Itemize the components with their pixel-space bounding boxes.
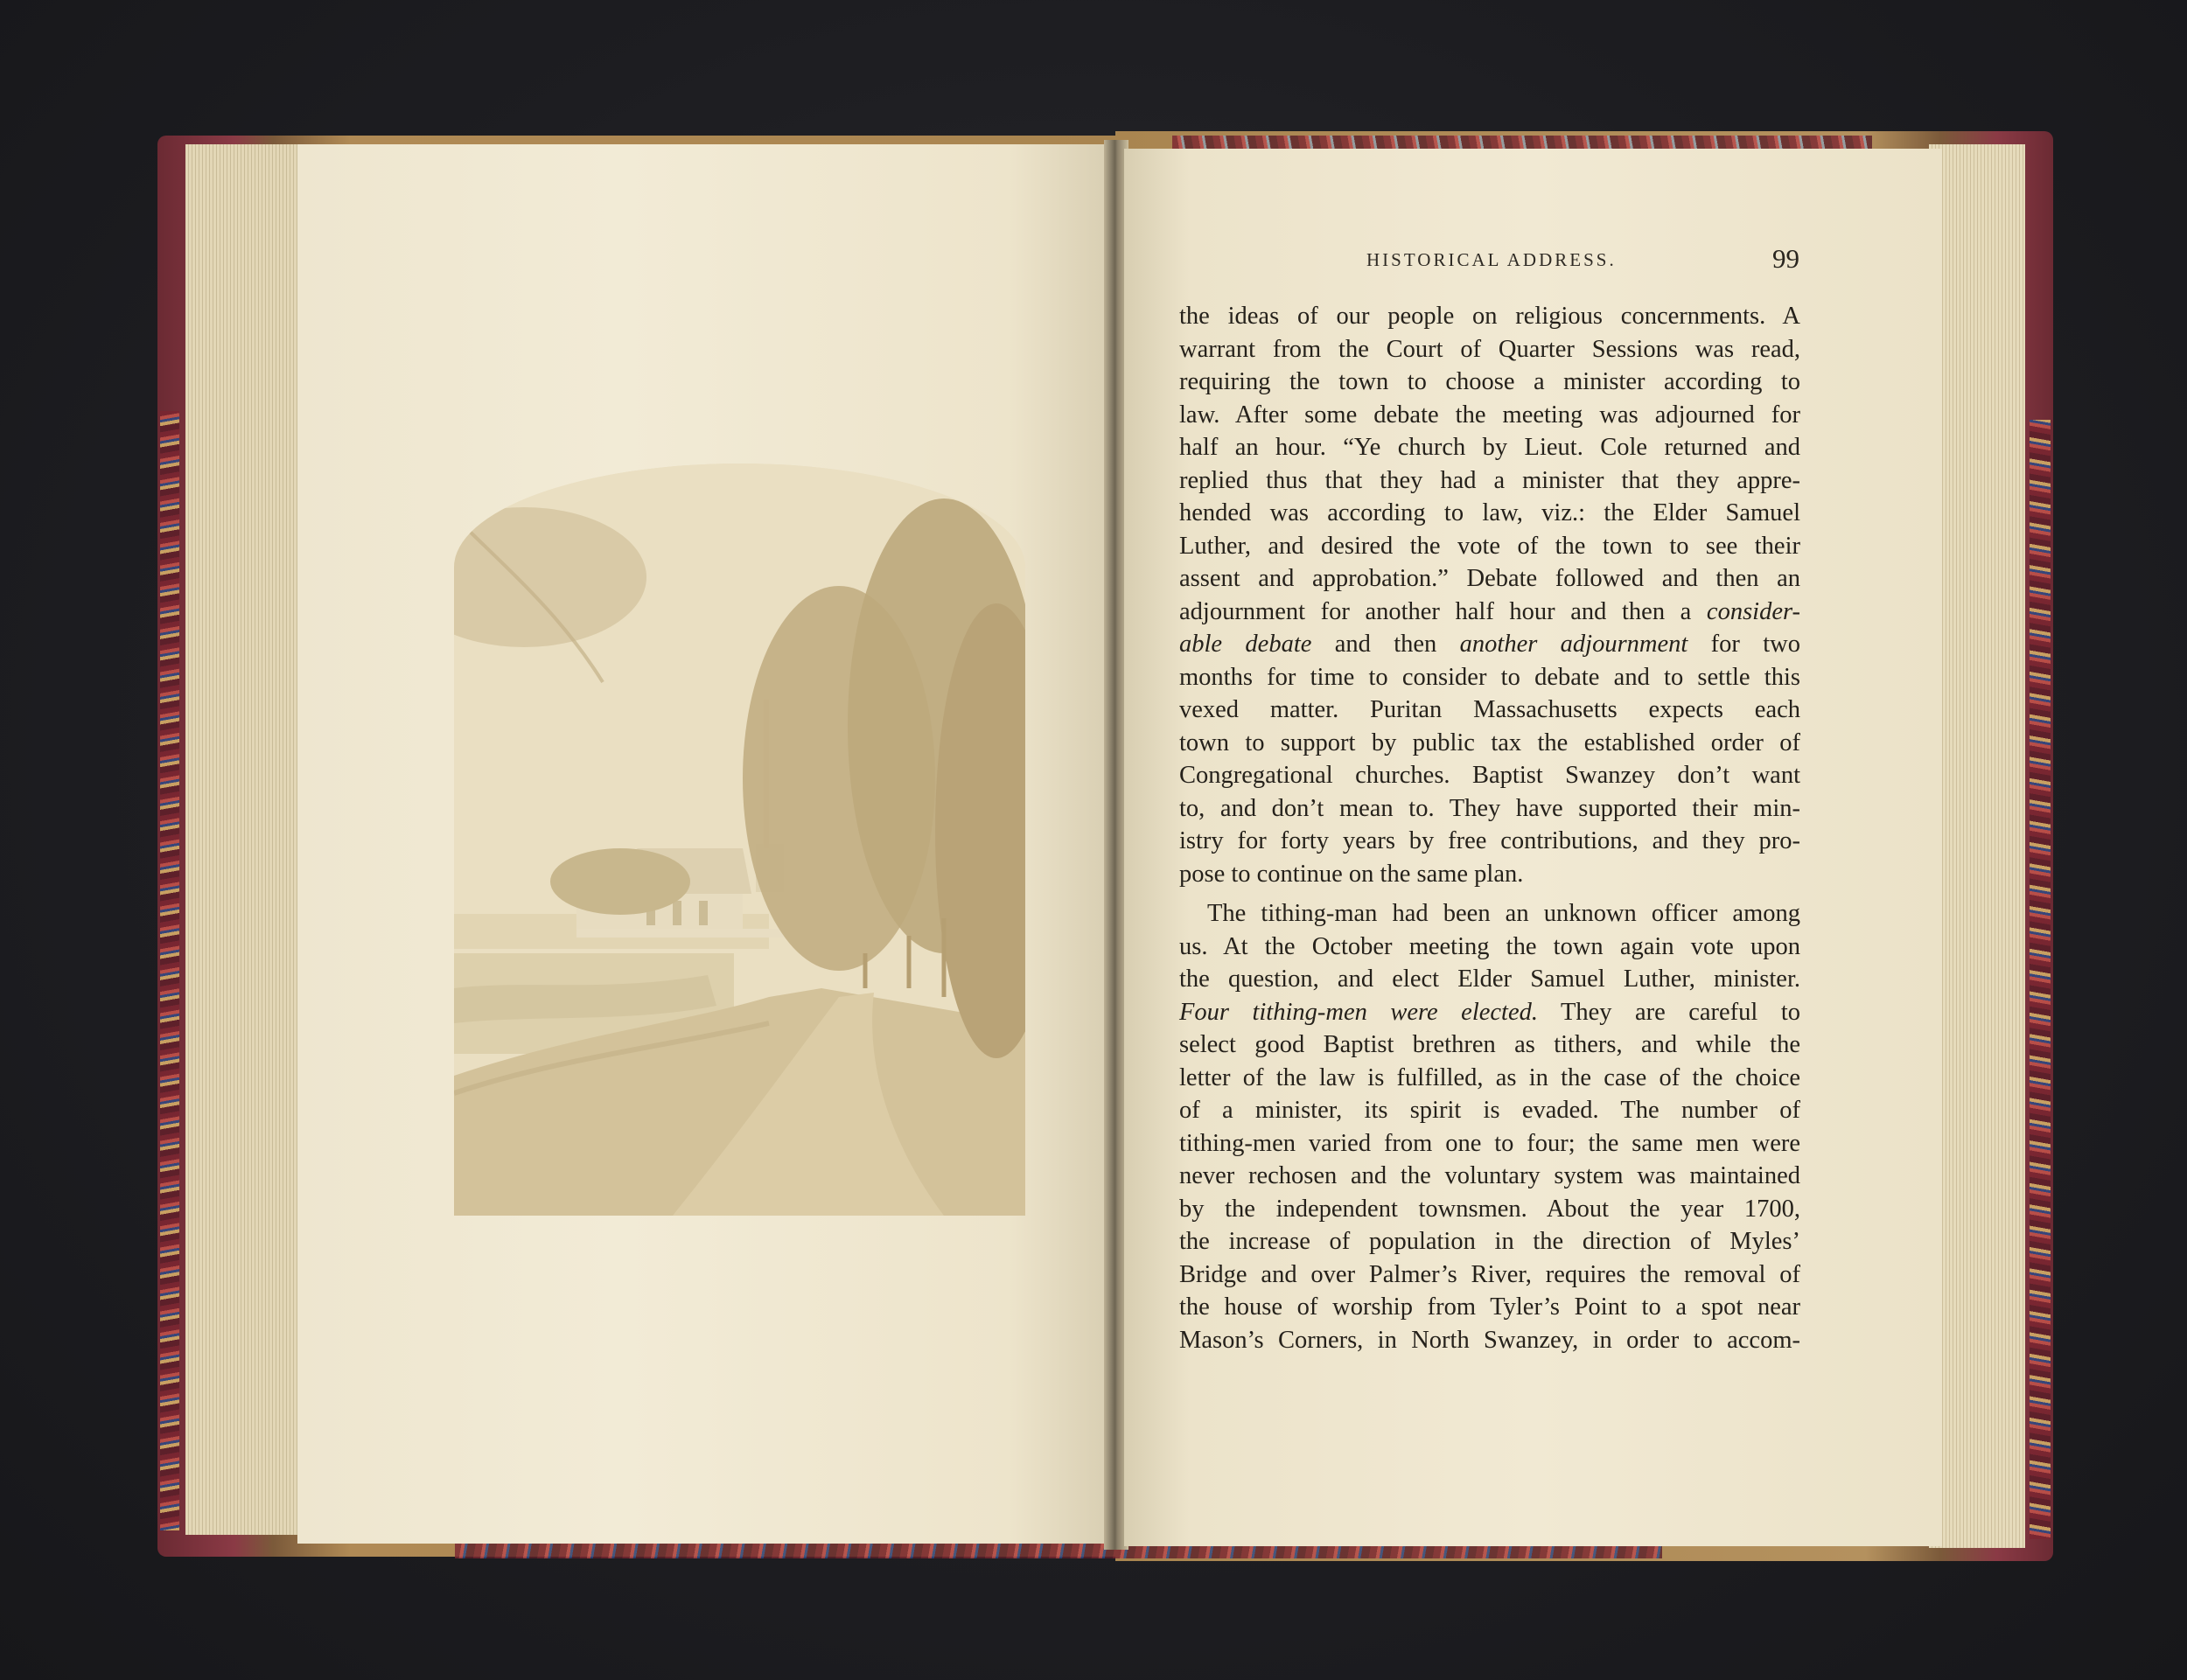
text-line: Luther, and desired the vote of the town to see their xyxy=(1179,532,1800,560)
text-line: pose to continue on the same plan. xyxy=(1179,860,1524,888)
text-line: to, and don’t mean to. They have supported their min- xyxy=(1179,794,1800,822)
text-line: Congregational churches. Baptist Swanzey don’t want xyxy=(1179,762,1800,789)
text-line: assent and approbation.” Debate followed and then an xyxy=(1179,565,1800,592)
text-line: by the independent townsmen. About the year 1700, xyxy=(1179,1195,1800,1223)
text-line: hended was according to law, viz.: the Elder Samuel xyxy=(1179,499,1800,526)
page-number: 99 xyxy=(1772,243,1799,274)
text-line: months for time to consider to debate and to settle this xyxy=(1179,663,1800,691)
text-line: the house of worship from Tyler’s Point to a spot near xyxy=(1179,1293,1800,1321)
text-line: adjournment for another half hour and then a consider- xyxy=(1179,597,1800,625)
text-line: law. After some debate the meeting was adjourned for xyxy=(1179,401,1800,429)
text-line: Mason’s Corners, in North Swanzey, in order to accom- xyxy=(1179,1326,1800,1354)
text-line: tithing-men varied from one to four; the same men were xyxy=(1179,1129,1800,1157)
text-line: replied thus that they had a minister that they appre- xyxy=(1179,466,1800,494)
text-line: warrant from the Court of Quarter Sessions was read, xyxy=(1179,335,1800,363)
text-line: The tithing-man had been an unknown officer among xyxy=(1207,900,1800,927)
church-photograph xyxy=(454,464,1025,1216)
text-line: vexed matter. Puritan Massachusetts expects each xyxy=(1179,696,1800,723)
text-line: half an hour. “Ye church by Lieut. Cole returned and xyxy=(1179,434,1800,461)
text-line: the increase of population in the direction of Myles’ xyxy=(1179,1228,1800,1255)
text-line: istry for forty years by free contributions, and they pro- xyxy=(1179,827,1800,854)
text-line: town to support by public tax the established order of xyxy=(1179,728,1800,756)
marbled-edge-left xyxy=(160,411,179,1530)
text-line: of a minister, its spirit is evaded. The number of xyxy=(1179,1097,1800,1124)
text-line: Four tithing-men were elected. They are careful to xyxy=(1179,998,1800,1026)
marbled-edge-top xyxy=(1172,136,1872,150)
text-line: the ideas of our people on religious concernments. A xyxy=(1179,303,1800,330)
text-line: never rechosen and the voluntary system was maintained xyxy=(1179,1162,1800,1189)
text-line: select good Baptist brethren as tithers, and while the xyxy=(1179,1031,1800,1058)
body-text xyxy=(1179,300,1800,1356)
text-line: the question, and elect Elder Samuel Luther, minister. xyxy=(1179,965,1800,993)
text-line: able debate and then another adjournment for two xyxy=(1179,631,1801,658)
page-stack-left xyxy=(185,144,308,1535)
running-head: HISTORICAL ADDRESS. xyxy=(1366,249,1617,270)
page-stack-right xyxy=(1929,144,2025,1548)
text-line: letter of the law is fulfilled, as in the case of the choice xyxy=(1179,1063,1800,1091)
marbled-edge-right xyxy=(2030,420,2051,1539)
text-line: requiring the town to choose a minister according to xyxy=(1179,368,1800,395)
text-line: us. At the October meeting the town again vote upon xyxy=(1179,932,1800,960)
text-line: Bridge and over Palmer’s River, requires the removal of xyxy=(1179,1260,1800,1288)
